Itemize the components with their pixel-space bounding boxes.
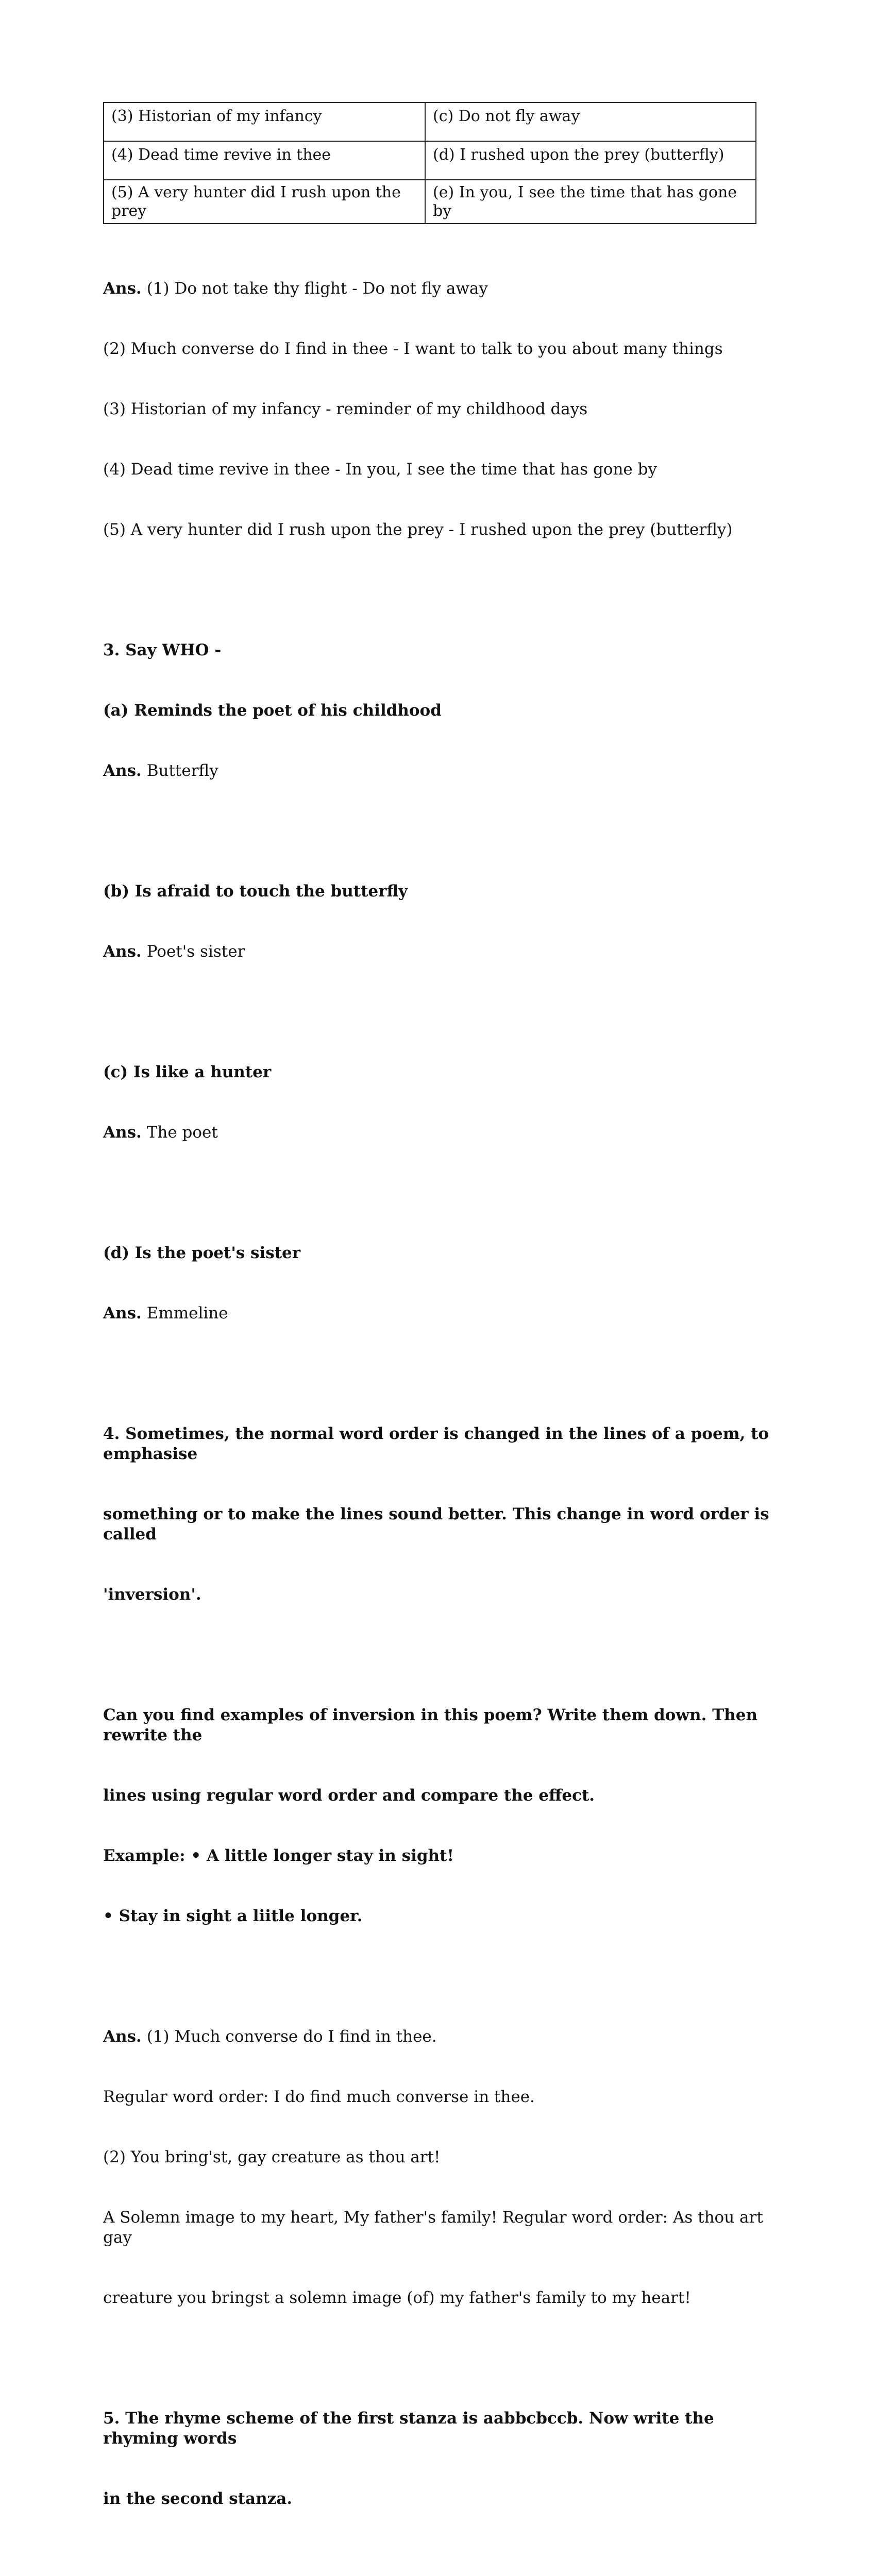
table-cell: (d) I rushed upon the prey (butterfly): [425, 141, 756, 180]
question-text: 'inversion'.: [103, 1585, 201, 1604]
document-page: [103, 102, 773, 2576]
table-cell: (3) Historian of my infancy: [104, 103, 425, 141]
q5-block: [103, 2368, 773, 2576]
ans-label: Ans.: [103, 1123, 142, 1142]
answer-line: (4) Dead time revive in thee - In you, I see the time that has gone by: [103, 460, 657, 479]
question-text: (c) Is like a hunter: [103, 1063, 272, 1081]
example-line: • Stay in sight a liitle longer.: [103, 1907, 363, 1925]
answer-text: The poet: [141, 1123, 218, 1142]
answer-line: [103, 1123, 773, 1143]
question-text: (a) Reminds the poet of his childhood: [103, 701, 442, 720]
answer-line: [103, 2027, 773, 2047]
answer-line: creature you bringst a solemn image (of) my father's family to my heart!: [103, 2289, 691, 2307]
answer-text: (1) Much converse do I find in thee.: [141, 2027, 437, 2046]
ans-label: Ans.: [103, 761, 142, 780]
answer-line: [103, 279, 773, 299]
table-cell: (5) A very hunter did I rush upon the prey: [104, 180, 425, 224]
question-text: 5. The rhyme scheme of the first stanza is aabbcbccb. Now write the rhyming words: [103, 2409, 720, 2448]
matching-table: [103, 102, 756, 224]
q4-block: [103, 1384, 773, 2348]
answer-line: A Solemn image to my heart, My father's family! Regular word order: As thou art gay: [103, 2208, 768, 2247]
answer-line: Regular word order: I do find much converse in thee.: [103, 2088, 535, 2106]
table-cell: (4) Dead time revive in thee: [104, 141, 425, 180]
table-row: [104, 141, 756, 180]
table-cell: (e) In you, I see the time that has gone by: [425, 180, 756, 224]
question-heading: 3. Say WHO -: [103, 641, 222, 659]
answer-text: (1) Do not take thy flight - Do not fly away: [141, 279, 488, 298]
answer-line: [103, 942, 773, 962]
ans-label: Ans.: [103, 1304, 142, 1323]
q3-block: [103, 600, 773, 1364]
question-text: something or to make the lines sound better. This change in word order is called: [103, 1505, 775, 1544]
answer-text: Emmeline: [141, 1304, 228, 1323]
question-text: in the second stanza.: [103, 2489, 293, 2508]
table-cell: (c) Do not fly away: [425, 103, 756, 141]
example-line: Example: • A little longer stay in sight!: [103, 1846, 454, 1865]
answer-line: [103, 761, 773, 781]
answer-line: (5) A very hunter did I rush upon the prey - I rushed upon the prey (butterfly): [103, 520, 733, 539]
ans-label: Ans.: [103, 2027, 142, 2046]
question-text: Can you find examples of inversion in this poem? Write them down. Then rewrite the: [103, 1706, 763, 1744]
question-text: lines using regular word order and compare the effect.: [103, 1786, 595, 1805]
question-text: (b) Is afraid to touch the butterfly: [103, 882, 408, 901]
answer-line: [103, 1303, 773, 1324]
q2-answer-block: [103, 239, 773, 580]
answer-line: (3) Historian of my infancy - reminder of my childhood days: [103, 400, 588, 418]
question-text: (d) Is the poet's sister: [103, 1244, 301, 1262]
ans-label: Ans.: [103, 942, 142, 961]
answer-line: (2) Much converse do I find in thee - I want to talk to you about many things: [103, 340, 723, 358]
table-row: [104, 103, 756, 141]
answer-line: (2) You bring'st, gay creature as thou art!: [103, 2148, 441, 2166]
answer-text: Poet's sister: [141, 942, 245, 961]
question-text: 4. Sometimes, the normal word order is changed in the lines of a poem, to emphasise: [103, 1425, 774, 1463]
table-row: [104, 180, 756, 224]
ans-label: Ans.: [103, 279, 142, 298]
answer-text: Butterfly: [141, 761, 218, 780]
